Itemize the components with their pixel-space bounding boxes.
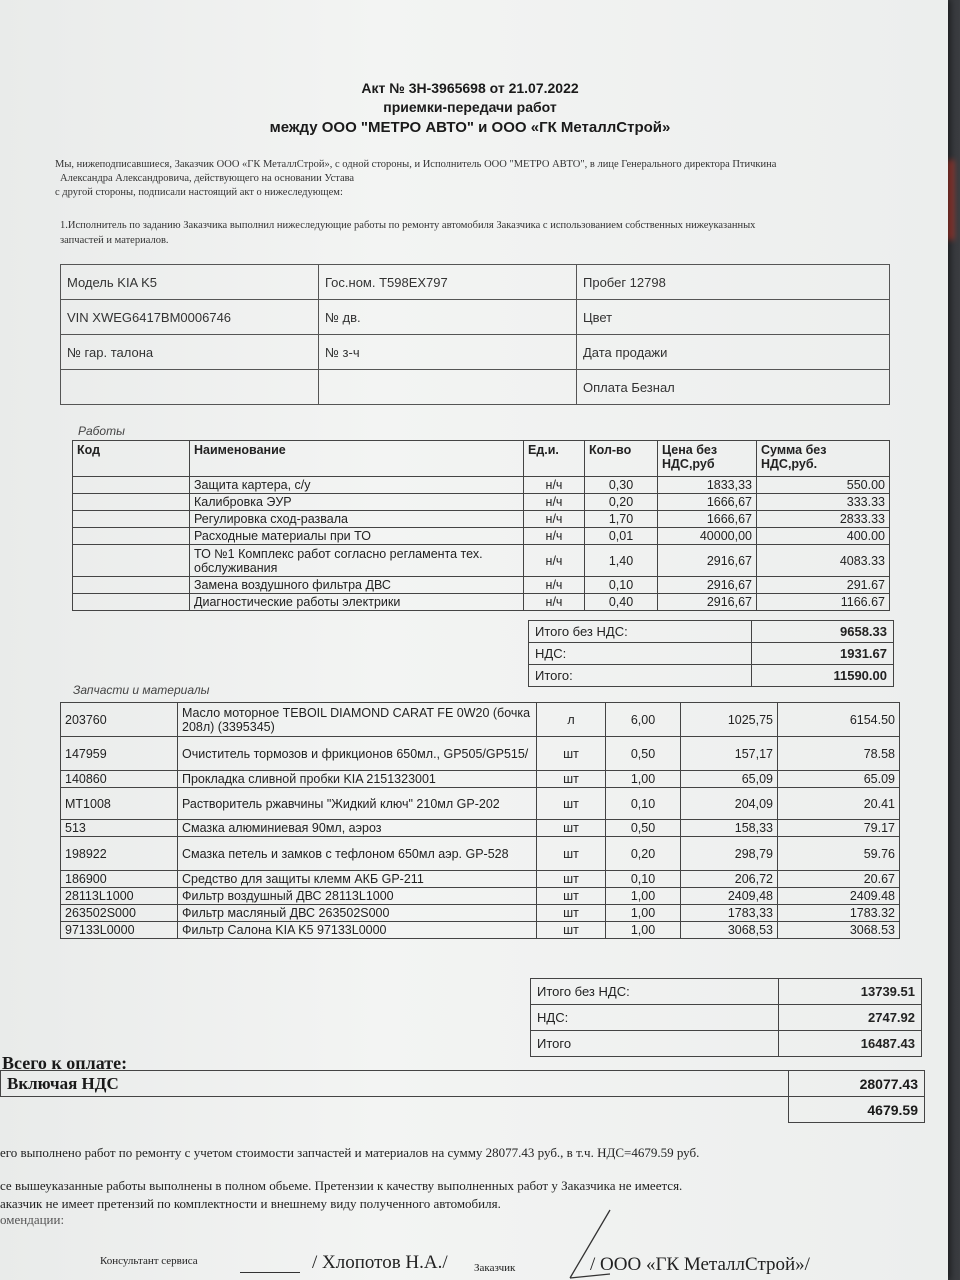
cell-code (73, 494, 190, 511)
cell-code: 140860 (61, 771, 178, 788)
works-row (73, 577, 890, 594)
cell-name: Масло моторное TEBOIL DIAMOND CARAT FE 0W20 (бочка 208л) (3395345) (178, 703, 537, 737)
works-row (73, 477, 890, 494)
cell-sum: 65.09 (778, 771, 900, 788)
parts-net-value: 13739.51 (779, 979, 922, 1005)
cell-unit: н/ч (524, 594, 585, 611)
cell-name: Калибровка ЭУР (190, 494, 524, 511)
cell-qty: 1,70 (585, 511, 658, 528)
cell-price: 1666,67 (658, 511, 757, 528)
footer-claims: аказчик не имеет претензий по комплектности и внешнему виду полученного автомобиля. (0, 1196, 501, 1211)
cell-sum: 291.67 (757, 577, 890, 594)
cell-price: 206,72 (681, 871, 778, 888)
cell-qty: 6,00 (606, 703, 681, 737)
cell-qty: 0,20 (585, 494, 658, 511)
cell-qty: 1,00 (606, 771, 681, 788)
cell-qty: 0,01 (585, 528, 658, 545)
cell-name: Фильтр Салона KIA K5 97133L0000 (178, 922, 537, 939)
vehicle-sale-date: Дата продажи (577, 335, 890, 370)
col-price: Цена без НДС,руб (658, 441, 757, 477)
cell-name: Прокладка сливной пробки KIA 2151323001 (178, 771, 537, 788)
col-qty: Кол-во (585, 441, 658, 477)
cell-code: 513 (61, 820, 178, 837)
consultant-label: Консультант сервиса (100, 1255, 198, 1267)
cell-unit: шт (537, 771, 606, 788)
cell-unit: н/ч (524, 477, 585, 494)
col-name: Наименование (190, 441, 524, 477)
parts-total-label: Итого (531, 1031, 779, 1057)
parts-totals (530, 978, 922, 1057)
works-vat-label: НДС: (529, 643, 752, 665)
cell-code (73, 577, 190, 594)
customer-label: Заказчик (474, 1262, 516, 1274)
works-total-label: Итого: (529, 665, 752, 687)
cell-name: Регулировка сход-развала (190, 511, 524, 528)
parts-total-value: 16487.43 (779, 1031, 922, 1057)
parts-row (61, 703, 900, 737)
cell-code (73, 528, 190, 545)
paragraph-1 (60, 218, 880, 248)
parts-vat-value: 2747.92 (779, 1005, 922, 1031)
cell-code: 203760 (61, 703, 178, 737)
parts-row (61, 888, 900, 905)
cell-price: 2916,67 (658, 577, 757, 594)
cell-price: 65,09 (681, 771, 778, 788)
cell-unit: н/ч (524, 494, 585, 511)
cell-code (73, 594, 190, 611)
cell-name: Фильтр воздушный ДВС 28113L1000 (178, 888, 537, 905)
cell-price: 1666,67 (658, 494, 757, 511)
cell-code (73, 545, 190, 577)
paragraph-line: запчастей и материалов. (60, 235, 169, 246)
cell-code: 28113L1000 (61, 888, 178, 905)
document-parties: между ООО "МЕТРО АВТО" и ООО «ГК МеталлСтрой» (269, 119, 671, 136)
parts-row (61, 905, 900, 922)
cell-unit: н/ч (524, 528, 585, 545)
cell-sum: 6154.50 (778, 703, 900, 737)
parts-table (60, 702, 900, 939)
cell-unit: шт (537, 820, 606, 837)
works-row (73, 594, 890, 611)
cell-name: ТО №1 Комплекс работ согласно регламента тех. обслуживания (190, 545, 524, 577)
cell-unit: шт (537, 737, 606, 771)
works-row (73, 528, 890, 545)
cell-name: Смазка петель и замков с тефлоном 650мл аэр. GP-528 (178, 837, 537, 871)
cell-price: 2916,67 (658, 594, 757, 611)
consultant-name: / Хлопотов Н.А./ (312, 1252, 448, 1273)
cell-sum: 20.41 (778, 788, 900, 820)
cell-unit: шт (537, 871, 606, 888)
cell-sum: 3068.53 (778, 922, 900, 939)
consultant-signature-line (240, 1272, 300, 1273)
works-net-label: Итого без НДС: (529, 621, 752, 643)
vehicle-info-table (60, 264, 890, 405)
cell-unit: шт (537, 788, 606, 820)
intro-text (55, 158, 905, 200)
cell-unit: н/ч (524, 545, 585, 577)
cell-sum: 79.17 (778, 820, 900, 837)
cell-qty: 0,10 (585, 577, 658, 594)
cell-unit: шт (537, 922, 606, 939)
cell-unit: шт (537, 905, 606, 922)
cell-price: 1783,33 (681, 905, 778, 922)
cell-price: 1025,75 (681, 703, 778, 737)
cell-unit: н/ч (524, 511, 585, 528)
works-net-value: 9658.33 (752, 621, 894, 643)
cell-code: 147959 (61, 737, 178, 771)
cell-name: Фильтр масляный ДВС 263502S000 (178, 905, 537, 922)
vehicle-empty-cell (319, 370, 577, 405)
cell-sum: 4083.33 (757, 545, 890, 577)
works-vat-value: 1931.67 (752, 643, 894, 665)
parts-net-label: Итого без НДС: (531, 979, 779, 1005)
cell-qty: 0,50 (606, 820, 681, 837)
cell-sum: 1166.67 (757, 594, 890, 611)
grand-vat-value: 4679.59 (789, 1097, 925, 1123)
cell-name: Смазка алюминиевая 90мл, аэроз (178, 820, 537, 837)
cell-sum: 59.76 (778, 837, 900, 871)
cell-sum: 2833.33 (757, 511, 890, 528)
cell-price: 2916,67 (658, 545, 757, 577)
cell-qty: 0,10 (606, 788, 681, 820)
cell-price: 157,17 (681, 737, 778, 771)
vehicle-warranty: № гар. талона (61, 335, 319, 370)
parts-section-label: Запчасти и материалы (73, 683, 210, 697)
cell-name: Защита картера, с/у (190, 477, 524, 494)
grand-vat-label: Включая НДС (1, 1071, 789, 1097)
works-row (73, 545, 890, 577)
vehicle-engine: № дв. (319, 300, 577, 335)
cell-qty: 0,30 (585, 477, 658, 494)
cell-qty: 0,10 (606, 871, 681, 888)
vehicle-model: Модель KIA K5 (61, 265, 319, 300)
grand-total-table (0, 1070, 925, 1123)
parts-vat-label: НДС: (531, 1005, 779, 1031)
cell-price: 2409,48 (681, 888, 778, 905)
vehicle-vin: VIN XWEG6417BM0006746 (61, 300, 319, 335)
vehicle-order: № з-ч (319, 335, 577, 370)
parts-row (61, 820, 900, 837)
vehicle-mileage: Пробег 12798 (577, 265, 890, 300)
grand-total-label: Всего к оплате: (2, 1053, 128, 1073)
parts-row (61, 771, 900, 788)
parts-row (61, 788, 900, 820)
works-row (73, 494, 890, 511)
cell-code: 263502S000 (61, 905, 178, 922)
cell-price: 298,79 (681, 837, 778, 871)
cell-code: 186900 (61, 871, 178, 888)
vehicle-plate: Гос.ном. Т598ЕХ797 (319, 265, 577, 300)
cell-sum: 333.33 (757, 494, 890, 511)
vehicle-payment: Оплата Безнал (577, 370, 890, 405)
cell-name: Расходные материалы при ТО (190, 528, 524, 545)
cell-name: Растворитель ржавчины "Жидкий ключ" 210мл GP-202 (178, 788, 537, 820)
grand-empty-cell (1, 1097, 789, 1123)
grand-total-value: 28077.43 (789, 1071, 925, 1097)
cell-price: 1833,33 (658, 477, 757, 494)
parts-row (61, 922, 900, 939)
cell-sum: 20.67 (778, 871, 900, 888)
cell-code: 198922 (61, 837, 178, 871)
parts-row (61, 871, 900, 888)
cell-qty: 1,00 (606, 922, 681, 939)
vehicle-empty-cell (61, 370, 319, 405)
cell-sum: 78.58 (778, 737, 900, 771)
customer-name: / ООО «ГК МеталлСтрой»/ (590, 1254, 810, 1275)
cell-qty: 0,50 (606, 737, 681, 771)
cell-price: 158,33 (681, 820, 778, 837)
cell-sum: 1783.32 (778, 905, 900, 922)
intro-line: с другой стороны, подписали настоящий акт о нижеследующем: (55, 187, 343, 198)
cell-code (73, 511, 190, 528)
col-code: Код (73, 441, 190, 477)
cell-unit: л (537, 703, 606, 737)
cell-qty: 0,40 (585, 594, 658, 611)
cell-code (73, 477, 190, 494)
cell-unit: н/ч (524, 577, 585, 594)
cell-sum: 400.00 (757, 528, 890, 545)
intro-line: Александра Александровича, действующего на основании Устава (60, 173, 355, 184)
footer-statement: се вышеуказанные работы выполнены в полном обьеме. Претензии к качеству выполненных работ у Заказчика не имеется. (0, 1178, 683, 1193)
works-table (72, 440, 890, 611)
footer-recommendations: омендации: (0, 1212, 65, 1227)
cell-unit: шт (537, 837, 606, 871)
cell-qty: 1,40 (585, 545, 658, 577)
cell-price: 40000,00 (658, 528, 757, 545)
cell-price: 3068,53 (681, 922, 778, 939)
parts-row (61, 737, 900, 771)
cell-qty: 1,00 (606, 905, 681, 922)
col-sum: Сумма без НДС,руб. (757, 441, 890, 477)
cell-name: Замена воздушного фильтра ДВС (190, 577, 524, 594)
cell-unit: шт (537, 888, 606, 905)
footer-summary: его выполнено работ по ремонту с учетом стоимости запчастей и материалов на сумму 28077.43 руб., в т.ч. НДС=4679.59 руб. (0, 1145, 700, 1160)
cell-name: Очиститель тормозов и фрикционов 650мл., GP505/GP515/ (178, 737, 537, 771)
intro-line: Мы, нижеподписавшиеся, Заказчик ООО «ГК МеталлСтрой», с одной стороны, и Исполнитель ООО "МЕТРО АВТО", в лице Генерального директора Птичкина (55, 159, 777, 170)
cell-price: 204,09 (681, 788, 778, 820)
works-row (73, 511, 890, 528)
col-unit: Ед.и. (524, 441, 585, 477)
cell-qty: 0,20 (606, 837, 681, 871)
vehicle-color: Цвет (577, 300, 890, 335)
cell-name: Средство для защиты клемм АКБ GP-211 (178, 871, 537, 888)
paragraph-line: 1.Исполнитель по заданию Заказчика выполнил нижеследующие работы по ремонту автомобиля Заказчика с использованием собственных нижеуказанных (60, 220, 756, 231)
document-title: Акт № 3Н-3965698 от 21.07.2022 (361, 80, 579, 96)
works-total-value: 11590.00 (752, 665, 894, 687)
works-section-label: Работы (78, 424, 125, 438)
cell-qty: 1,00 (606, 888, 681, 905)
cell-sum: 550.00 (757, 477, 890, 494)
parts-row (61, 837, 900, 871)
cell-sum: 2409.48 (778, 888, 900, 905)
document-subtitle: приемки-передачи работ (383, 99, 557, 115)
cell-name: Диагностические работы электрики (190, 594, 524, 611)
works-totals (528, 620, 894, 687)
cell-code: 97133L0000 (61, 922, 178, 939)
cell-code: MT1008 (61, 788, 178, 820)
